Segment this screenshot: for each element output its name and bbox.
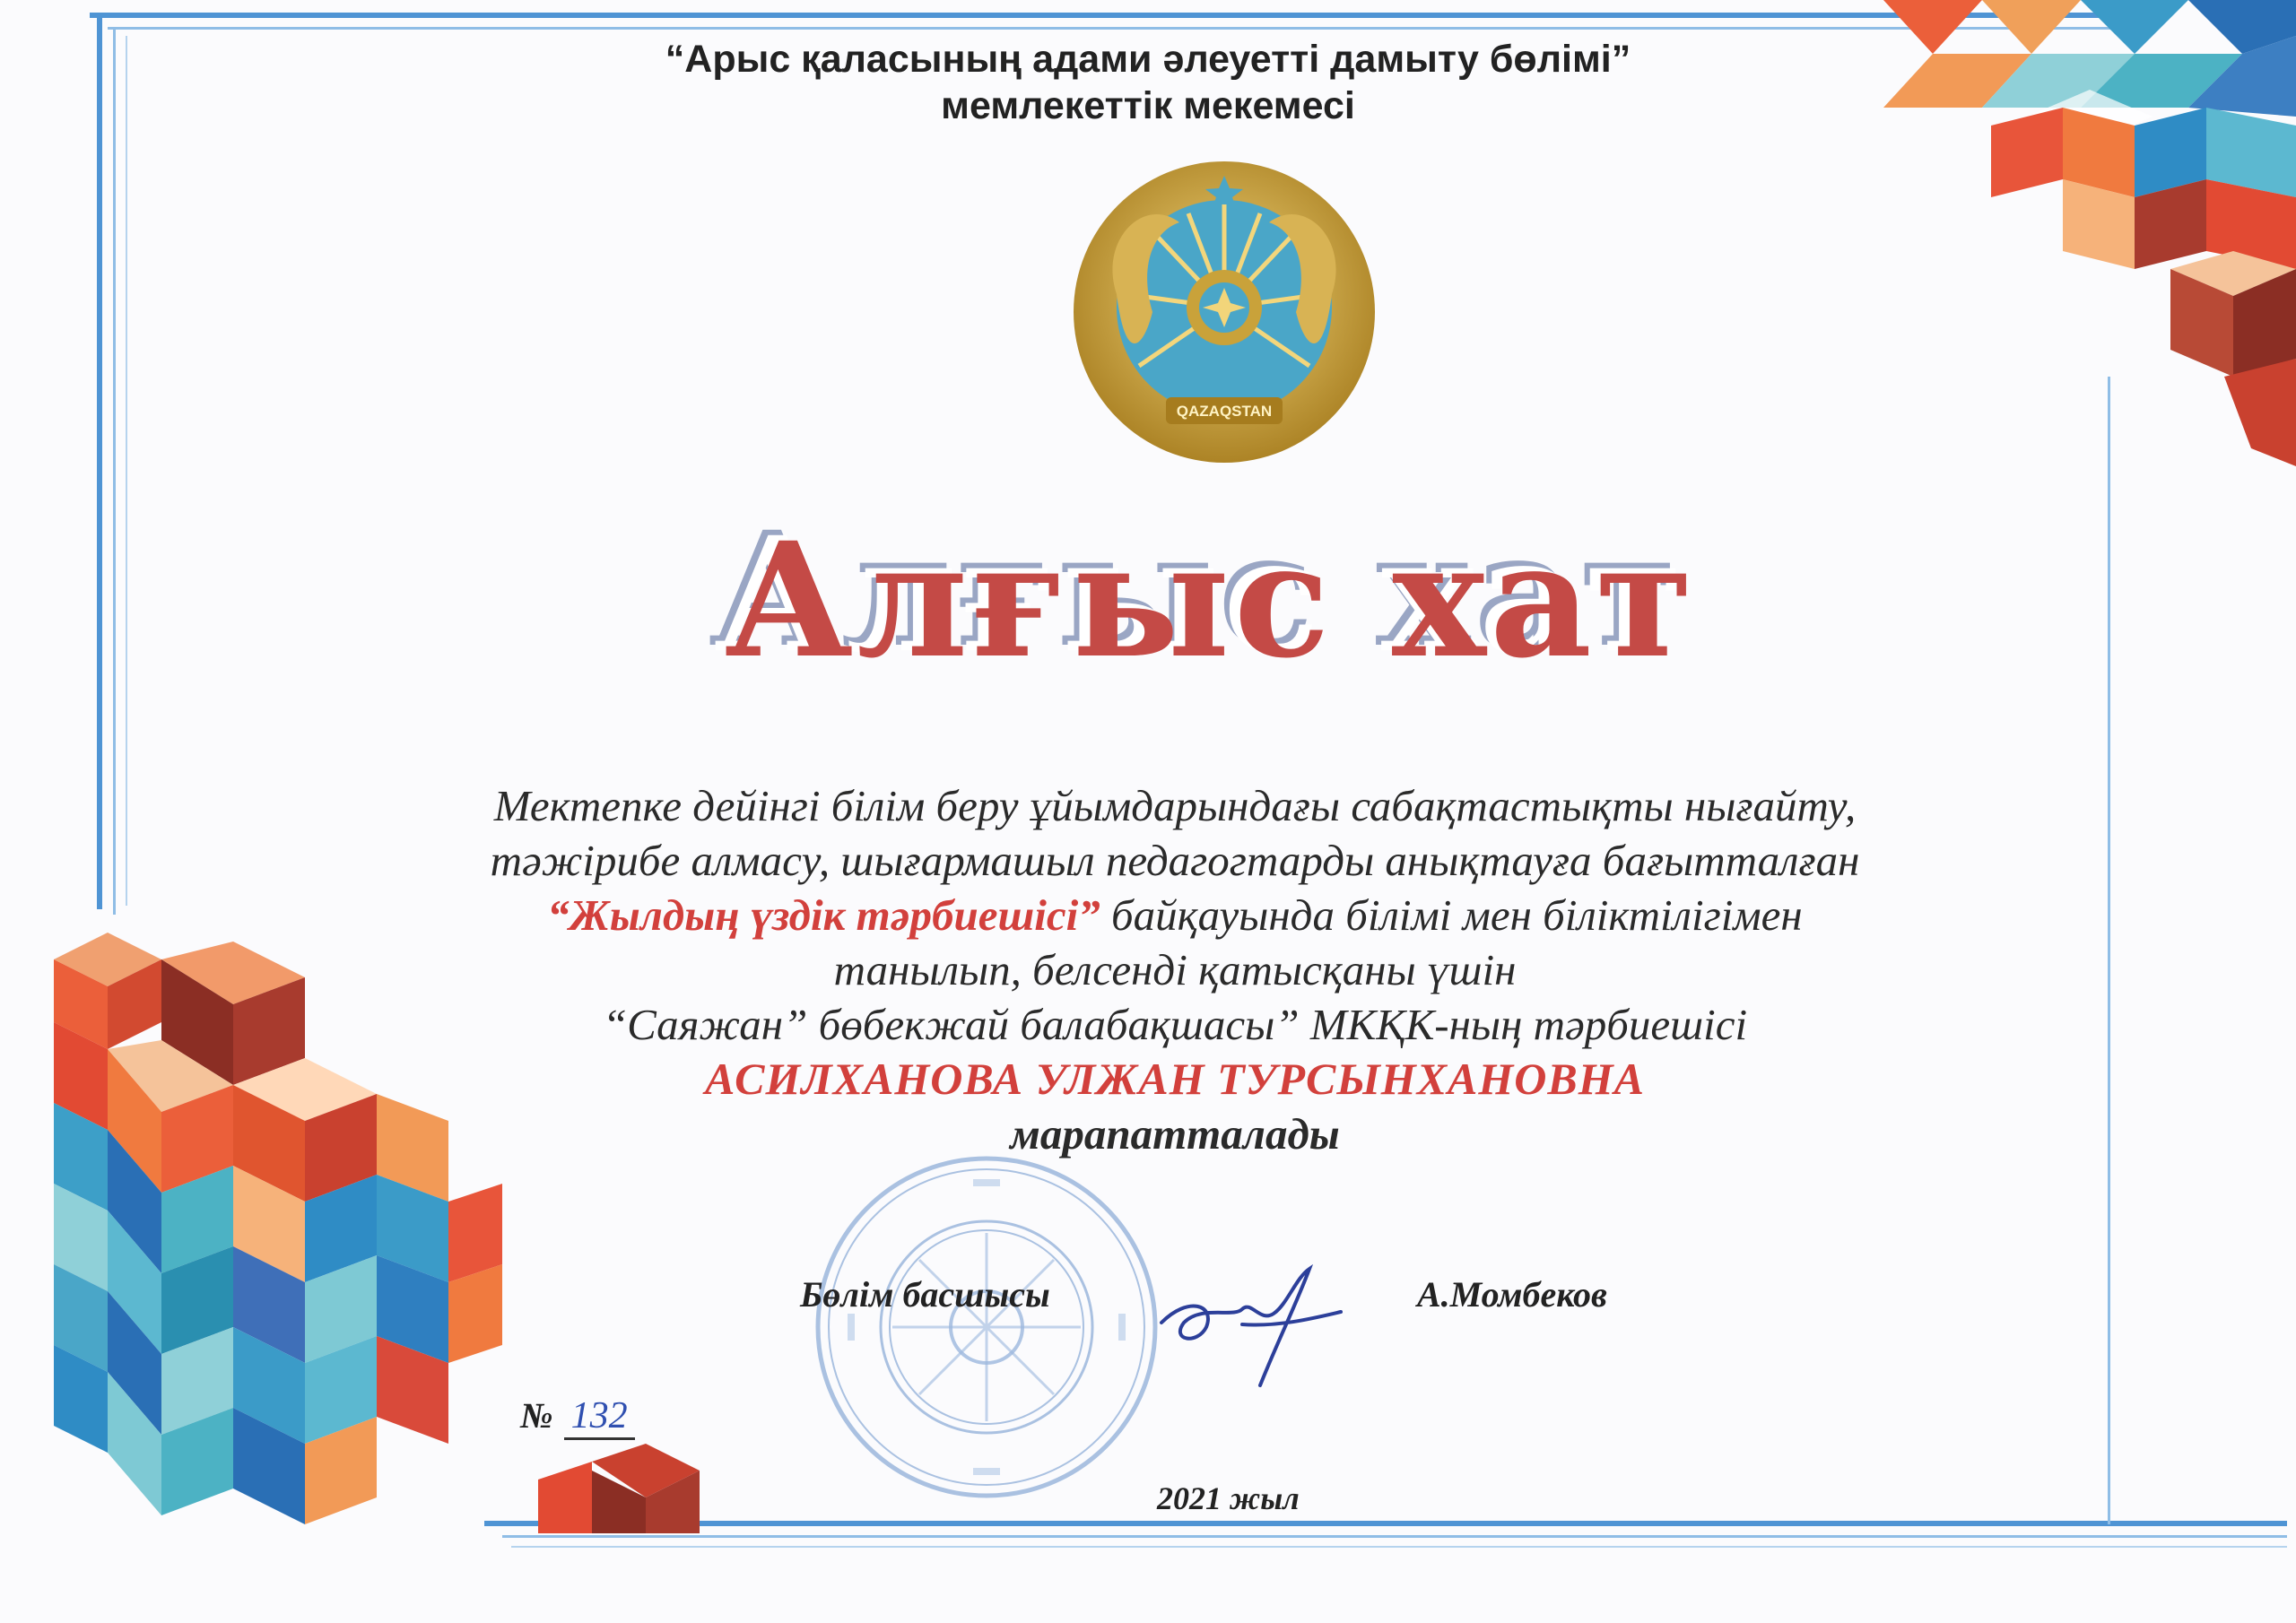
body-line-1: Мектепке дейінгі білім беру ұйымдарындағы сабақтастықты нығайту, bbox=[493, 781, 1857, 830]
issuer-header bbox=[502, 36, 1794, 129]
body-line-5: “Саяжан” бөбекжай балабақшасы” МКҚК-ның тәрбиешісі bbox=[602, 1000, 1748, 1049]
recipient-name: АСИЛХАНОВА УЛЖАН ТУРСЫНХАНОВНА bbox=[705, 1054, 1645, 1104]
awarded-text: марапатталады bbox=[1010, 1109, 1340, 1159]
body-line-3 bbox=[422, 888, 1928, 942]
frame-bottom-line-thin bbox=[511, 1546, 2287, 1548]
signer-name: А.Момбеков bbox=[1417, 1274, 1607, 1315]
frame-left-line bbox=[97, 13, 102, 909]
frame-bottom-line bbox=[484, 1521, 2287, 1526]
body-line-2: тәжірибе алмасу, шығармашыл педагогтарды анықтауға бағытталған bbox=[490, 836, 1860, 885]
handwritten-signature-icon bbox=[1152, 1242, 1350, 1394]
official-stamp-icon bbox=[812, 1152, 1161, 1502]
body-line-4: танылып, белсенді қатысқаны үшін bbox=[833, 945, 1517, 994]
body-line-3-rest: байқауында білімі мен біліктілігімен bbox=[1100, 890, 1803, 940]
frame-right-line bbox=[2108, 377, 2110, 1524]
frame-left-line-thin bbox=[126, 36, 127, 906]
issuer-name: “Арыс қаласының адами әлеуетті дамыту бөлімі” bbox=[665, 38, 1631, 81]
kazakhstan-coat-of-arms-icon bbox=[1054, 160, 1395, 473]
frame-left-line-inner bbox=[113, 27, 116, 915]
certificate-number bbox=[520, 1394, 635, 1440]
signer-position: Бөлім басшысы bbox=[800, 1274, 1050, 1315]
number-label: № bbox=[520, 1395, 553, 1436]
decorative-cubes-top-right bbox=[1794, 0, 2296, 484]
certificate-body bbox=[422, 778, 1928, 1161]
issue-year: 2021 жыл bbox=[1157, 1480, 1300, 1516]
certificate-title: Алғыс хат bbox=[724, 508, 1698, 693]
emblem-caption: QAZAQSTAN bbox=[1176, 403, 1273, 420]
frame-bottom-line-inner bbox=[502, 1535, 2287, 1538]
number-value: 132 bbox=[564, 1394, 635, 1440]
issuer-type: мемлекеттік мекемесі bbox=[941, 84, 1355, 127]
contest-name: “Жылдың үздік тәрбиешісі” bbox=[547, 890, 1100, 940]
